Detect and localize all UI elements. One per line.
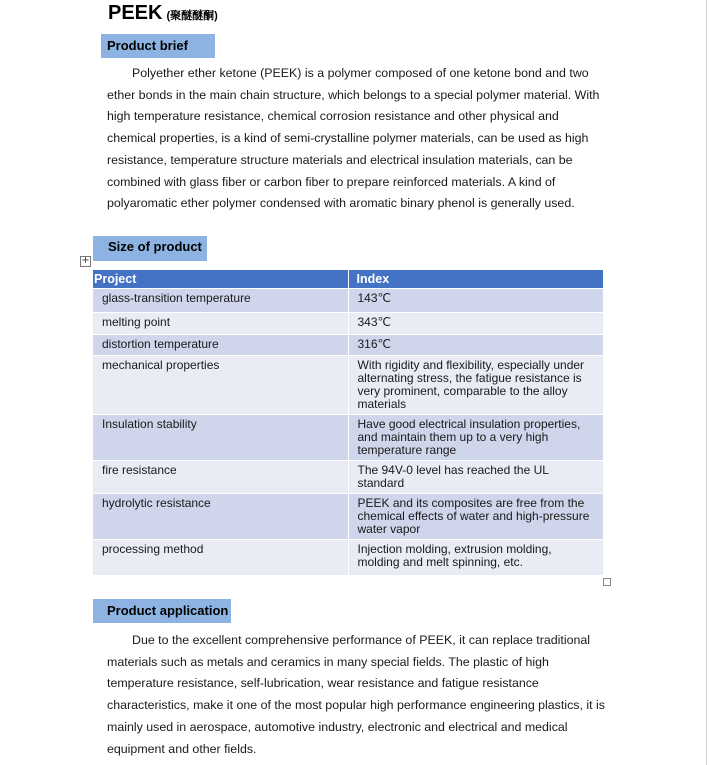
paragraph-product-brief: Polyether ether ketone (PEEK) is a polymer composed of one ketone bond and two ether bonds in the main chain structure, which belongs to a special polymer material. With high temperature resistance, chemical corrosion resistance and other physical and chemical properties, is a kind of semi-crystalline polymer materials, can be used as high resistance, temperature structure materials and electrical insulation materials, can be combined with glass fiber or carbon fiber to prepare reinforced materials. A kind of polyaromatic ether polymer condensed with aromatic binary phenol is generally used. xyxy=(107,66,600,211)
page-edge-line xyxy=(706,0,707,765)
heading-product-application: Product application xyxy=(93,599,231,623)
title-subtitle: (聚醚醚酮) xyxy=(166,10,218,22)
table-row xyxy=(93,461,603,494)
table-cell-index: 343℃ xyxy=(357,315,391,329)
table-row xyxy=(93,540,603,575)
document-title xyxy=(108,0,218,26)
table-cell-project: distortion temperature xyxy=(102,337,219,351)
heading-size-of-product: Size of product xyxy=(93,236,207,261)
table-cell-project: mechanical properties xyxy=(102,358,220,372)
table-cell-index: The 94V-0 level has reached the UL standard xyxy=(357,463,549,490)
table-cell-project: melting point xyxy=(102,315,171,329)
table-cell-index: Have good electrical insulation properties, and maintain them up to a very high temperature range xyxy=(357,417,581,457)
title-main: PEEK xyxy=(108,2,163,24)
table-cell-index: Injection molding, extrusion molding, molding and melt spinning, etc. xyxy=(357,542,552,569)
table-resize-handle-icon[interactable] xyxy=(603,578,611,586)
size-table xyxy=(93,270,604,575)
table-row xyxy=(93,356,603,415)
table-cell-project: hydrolytic resistance xyxy=(102,496,211,510)
table-row xyxy=(93,313,603,335)
table-row xyxy=(93,415,603,461)
table-row xyxy=(93,335,603,356)
table-cell-index: PEEK and its composites are free from the chemical effects of water and high-pressure water vapor xyxy=(357,496,590,536)
table-cell-project: fire resistance xyxy=(102,463,177,477)
table-header-index: Index xyxy=(348,270,603,289)
table-row xyxy=(93,289,603,313)
table-cell-project: Insulation stability xyxy=(102,417,197,431)
table-header-project: Project xyxy=(93,270,348,289)
table-header-row xyxy=(93,270,603,289)
table-cell-project: processing method xyxy=(102,542,204,556)
heading-product-brief: Product brief xyxy=(101,34,215,58)
paragraph-product-application: Due to the excellent comprehensive performance of PEEK, it can replace traditional materials such as metals and ceramics in many special fields. The plastic of high temperature resistance, self-lubrication, wear resistance and fatigue resistance characteristics, make it one of the most popular high performance engineering plastics, it is mainly used in aerospace, automotive industry, electronic and electrical and medical equipment and other fields. xyxy=(107,633,605,756)
table-cell-index: With rigidity and flexibility, especially under alternating stress, the fatigue resistance is very prominent, comparable to the alloy materials xyxy=(357,358,585,411)
table-move-handle-icon[interactable]: + xyxy=(81,255,90,266)
table-cell-index: 316℃ xyxy=(357,337,391,351)
table-cell-project: glass-transition temperature xyxy=(102,291,251,305)
table-row xyxy=(93,494,603,540)
table-cell-index: 143℃ xyxy=(357,291,391,305)
